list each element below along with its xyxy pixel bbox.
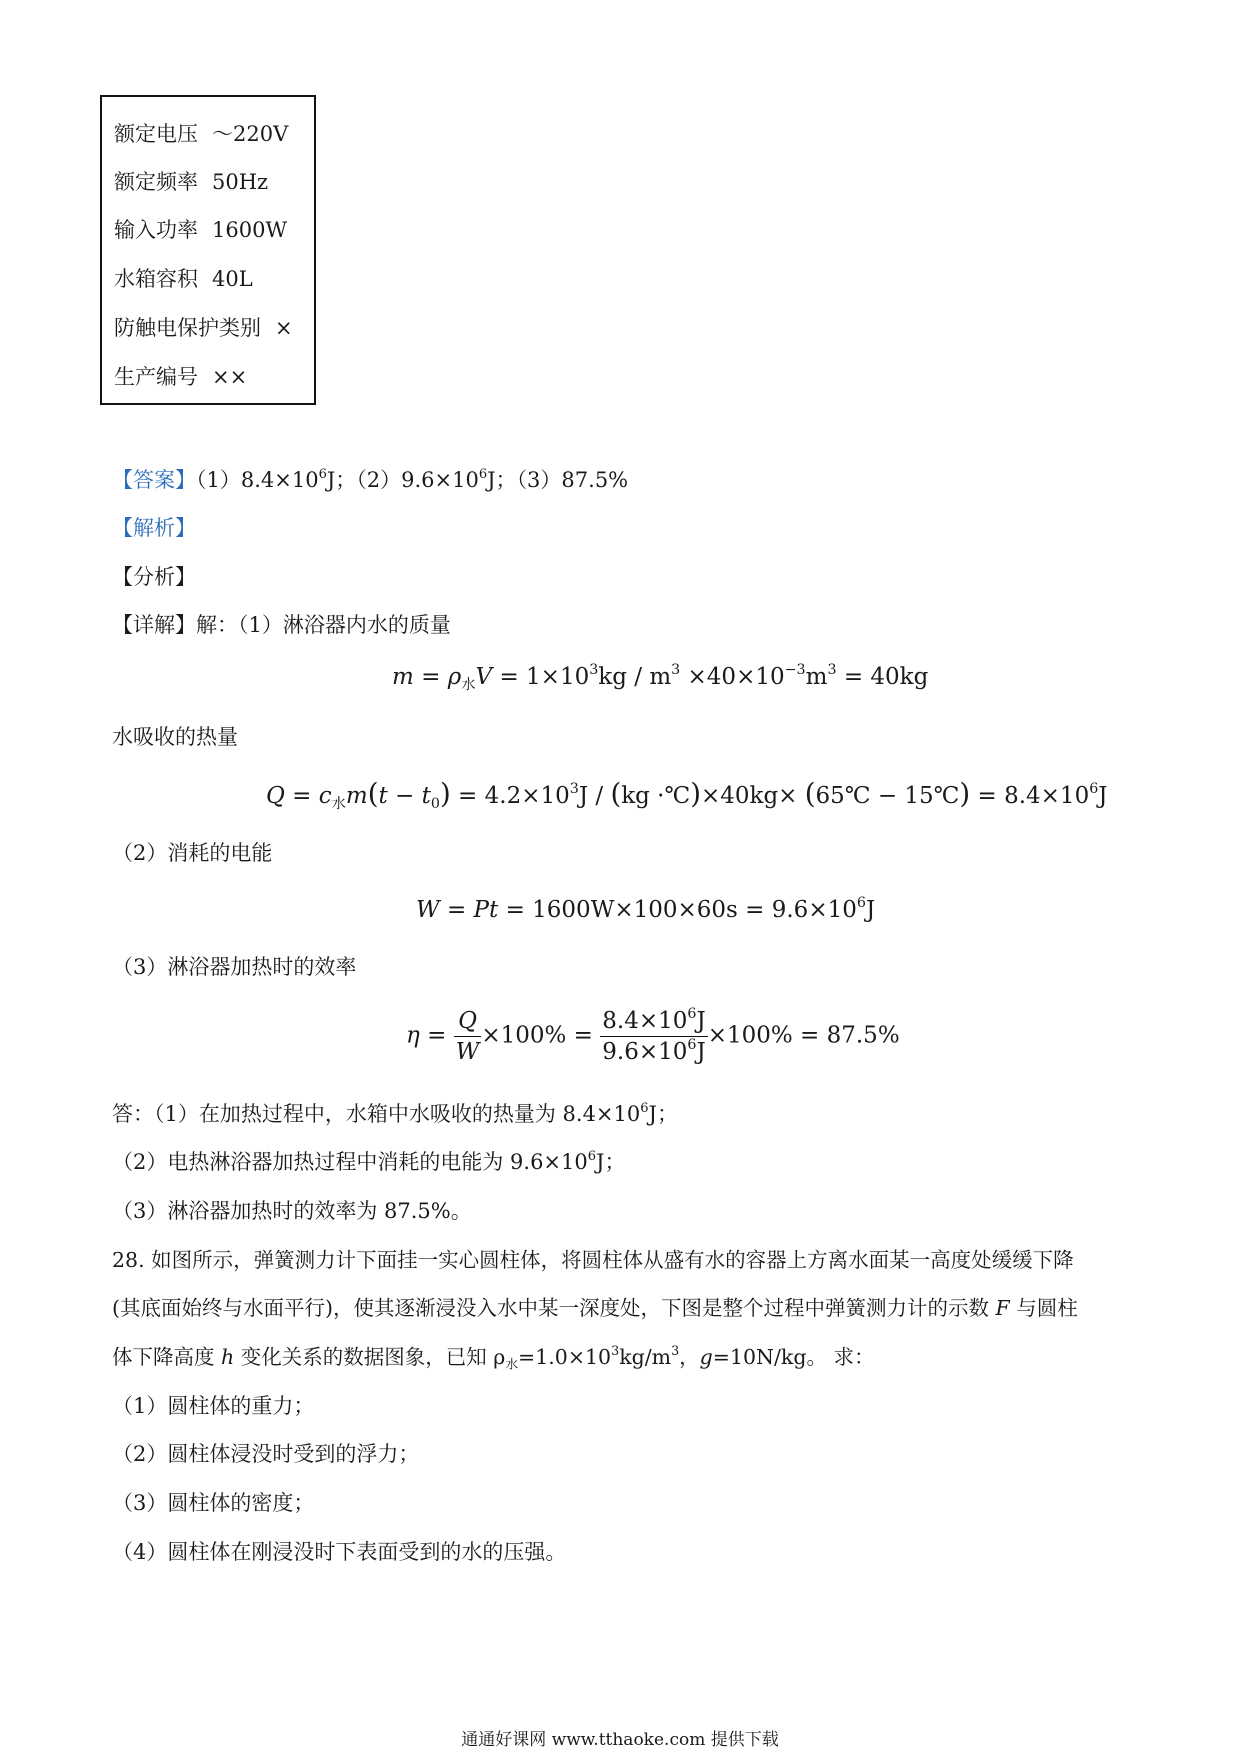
q28-line-1: 28. 如图所示，弹簧测力计下面挂一实心圆柱体，将圆柱体从盛有水的容器上方离水面某一高度处缓缓下降 — [112, 1248, 1074, 1272]
equation-energy: $W = Pt = 1600W\times 100\times 60s = 9.6\times 10^6J$ — [416, 895, 876, 923]
equation-efficiency: η = $\frac{Q}{W}$ ×100% = $\frac{8.4\times 10^6J}{9.6\times 10^6J}$ ×100% = 87.5% — [406, 1006, 900, 1065]
analysis-tag: 【解析】 — [112, 516, 196, 540]
equation-heat: $Q = c_水m(t - t_0) = 4.2\times 10^3J / (kg$ ·℃)×40kg× (65℃ − 15℃) = $8.4\times 10^6J$ — [266, 777, 1108, 812]
answer-line: 【答案】$(1)8.4\times 10^6J$；$(2)9.6\times 10^6J$；（3）87.5% — [112, 466, 629, 492]
q28-item: （1）圆柱体的重力； — [112, 1394, 315, 1418]
q28-item: （4）圆柱体在刚浸没时下表面受到的水的压强。 — [112, 1540, 567, 1564]
spec-row: 额定频率 50Hz — [114, 170, 269, 194]
page-footer: 通通好课网 www.tthaoke.com 提供下载 — [461, 1730, 779, 1750]
q28-item: （3）圆柱体的密度； — [112, 1491, 315, 1515]
conclusion-3: （3）淋浴器加热时的效率为 87.5%。 — [112, 1199, 472, 1223]
conclusion-2: （2）电热淋浴器加热过程中消耗的电能为 $9.6\times 10^6J$； — [112, 1148, 626, 1174]
q28-line-2: (其底面始终与水面平行)，使其逐渐浸没入水中某一深度处，下图是整个过程中弹簧测力计的示数 F 与圆柱 — [112, 1296, 1078, 1320]
fenxi-tag: 【分析】 — [112, 565, 196, 589]
eff-label: （3）淋浴器加热时的效率 — [112, 955, 357, 979]
elec-label: （2）消耗的电能 — [112, 841, 273, 865]
answer-tag: 【答案】 — [112, 468, 196, 492]
heat-label: 水吸收的热量 — [112, 725, 238, 749]
spec-row: 防触电保护类别 × — [114, 316, 293, 340]
detail-line: 【详解】解：（1）淋浴器内水的质量 — [112, 613, 451, 637]
q28-line-3: 体下降高度 h 变化关系的数据图象，已知 $\rho_水=1.0\times 10^3kg/m^3$，g=10N/kg。 求： — [112, 1343, 875, 1372]
spec-row: 水箱容积 40L — [114, 267, 253, 291]
conclusion-1: 答：（1）在加热过程中，水箱中水吸收的热量为 $8.4\times 10^6J$； — [112, 1100, 678, 1126]
equation-mass: $m = \rho_水V = 1\times 10^3kg / m^3 \times 40\times 10^{-3}m^3 = 40kg$ — [392, 662, 929, 693]
spec-row: 额定电压 ～220V — [114, 122, 289, 146]
spec-row: 输入功率 1600W — [114, 218, 288, 242]
spec-table — [100, 95, 316, 405]
spec-row: 生产编号 ×× — [114, 365, 248, 389]
q28-item: （2）圆柱体浸没时受到的浮力； — [112, 1442, 420, 1466]
detail-tag: 【详解】 — [112, 613, 196, 637]
